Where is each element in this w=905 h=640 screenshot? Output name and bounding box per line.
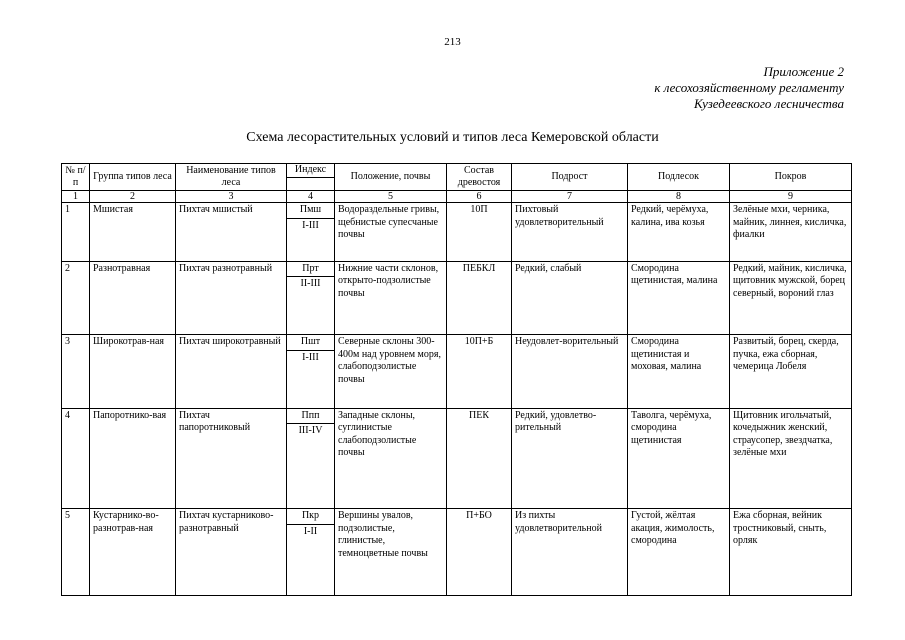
header-index: Индекс [287, 164, 335, 178]
undergrowth: Из пихты удовлетворительной [512, 509, 628, 596]
table-row [62, 408, 852, 424]
undergrowth: Редкий, удовлетво-рительный [512, 408, 628, 509]
bonitet-class: I-II [287, 524, 335, 595]
forest-types-table [61, 163, 852, 596]
forest-type-name: Пихтач широкотравный [176, 335, 287, 409]
column-number: 7 [512, 191, 628, 203]
header-underbrush: Подлесок [628, 164, 730, 191]
forest-type-name: Пихтач разнотравный [176, 261, 287, 335]
forest-group: Мшистая [90, 203, 176, 262]
stand-composition: 10П+Б [447, 335, 512, 409]
forest-group: Широкотрав-ная [90, 335, 176, 409]
column-number: 1 [62, 191, 90, 203]
stand-composition: ПЕБКЛ [447, 261, 512, 335]
forest-index: Пмш [287, 203, 335, 219]
forest-group: Разнотравная [90, 261, 176, 335]
ground-cover: Редкий, майник, кисличка, щитовник мужской, борец северный, вороний глаз [730, 261, 852, 335]
header-position: Положение, почвы [335, 164, 447, 191]
header-group: Группа типов леса [90, 164, 176, 191]
undergrowth: Пихтовый удовлетворительный [512, 203, 628, 262]
page-number: 213 [444, 36, 461, 48]
ground-cover: Ежа сборная, вейник тростниковый, сныть, орляк [730, 509, 852, 596]
appendix-line-2: к лесохозяйственному регламенту [654, 80, 844, 95]
row-number: 5 [62, 509, 90, 596]
underbrush: Таволга, черёмуха, смородина щетинистая [628, 408, 730, 509]
column-number: 4 [287, 191, 335, 203]
forest-type-name: Пихтач папоротниковый [176, 408, 287, 509]
table-row [62, 203, 852, 219]
column-numbers-row [62, 191, 852, 203]
header-undergrowth: Подрост [512, 164, 628, 191]
column-number: 8 [628, 191, 730, 203]
position-soils: Водораздельные гривы, щебнистые супесчаные почвы [335, 203, 447, 262]
bonitet-class: I-III [287, 350, 335, 408]
forest-index: Пкр [287, 509, 335, 525]
row-number: 3 [62, 335, 90, 409]
forest-group: Папоротнико-вая [90, 408, 176, 509]
position-soils: Вершины увалов, подзолистые, глинистые, темноцветные почвы [335, 509, 447, 596]
underbrush: Густой, жёлтая акация, жимолость, смородина [628, 509, 730, 596]
row-number: 1 [62, 203, 90, 262]
header-row [62, 164, 852, 178]
position-soils: Западные склоны, суглинистые слабоподзолистые почвы [335, 408, 447, 509]
header-composition: Состав древостоя [447, 164, 512, 191]
stand-composition: 10П [447, 203, 512, 262]
undergrowth: Редкий, слабый [512, 261, 628, 335]
stand-composition: П+БО [447, 509, 512, 596]
header-name: Наименование типов леса [176, 164, 287, 191]
position-soils: Нижние части склонов, открыто-подзолистые почвы [335, 261, 447, 335]
document-title: Схема лесорастительных условий и типов леса Кемеровской области [246, 130, 659, 145]
header-cover: Покров [730, 164, 852, 191]
row-number: 4 [62, 408, 90, 509]
column-number: 3 [176, 191, 287, 203]
undergrowth: Неудовлет-ворительный [512, 335, 628, 409]
ground-cover: Развитый, борец, скерда, пучка, ежа сборная, чемерица Лобеля [730, 335, 852, 409]
header-num: № п/п [62, 164, 90, 191]
table-row [62, 335, 852, 351]
header-bonitet [287, 177, 335, 191]
table-row [62, 509, 852, 525]
forest-type-name: Пихтач кустарниково-разнотравный [176, 509, 287, 596]
column-number: 2 [90, 191, 176, 203]
forest-type-name: Пихтач мшистый [176, 203, 287, 262]
ground-cover: Зелёные мхи, черника, майник, линнея, кисличка, фиалки [730, 203, 852, 262]
underbrush: Смородина щетинистая и моховая, малина [628, 335, 730, 409]
column-number: 5 [335, 191, 447, 203]
appendix-header [654, 64, 844, 112]
bonitet-class: II-III [287, 277, 335, 335]
forest-index: Прт [287, 261, 335, 277]
column-number: 6 [447, 191, 512, 203]
stand-composition: ПЕК [447, 408, 512, 509]
row-number: 2 [62, 261, 90, 335]
forest-index: Ппп [287, 408, 335, 424]
column-number: 9 [730, 191, 852, 203]
table-row [62, 261, 852, 277]
ground-cover: Щитовник игольчатый, кочедыжник женский, страусопер, звездчатка, зелёные мхи [730, 408, 852, 509]
appendix-line-1: Приложение 2 [763, 64, 844, 79]
forest-group: Кустарнико-во-разнотрав-ная [90, 509, 176, 596]
forest-index: Пшт [287, 335, 335, 351]
underbrush: Редкий, черёмуха, калина, ива козья [628, 203, 730, 262]
appendix-line-3: Кузедеевского лесничества [694, 96, 844, 111]
bonitet-class: III-IV [287, 424, 335, 509]
underbrush: Смородина щетинистая, малина [628, 261, 730, 335]
bonitet-class: I-III [287, 218, 335, 261]
position-soils: Северные склоны 300-400м над уровнем моря, слабоподзолистые почвы [335, 335, 447, 409]
